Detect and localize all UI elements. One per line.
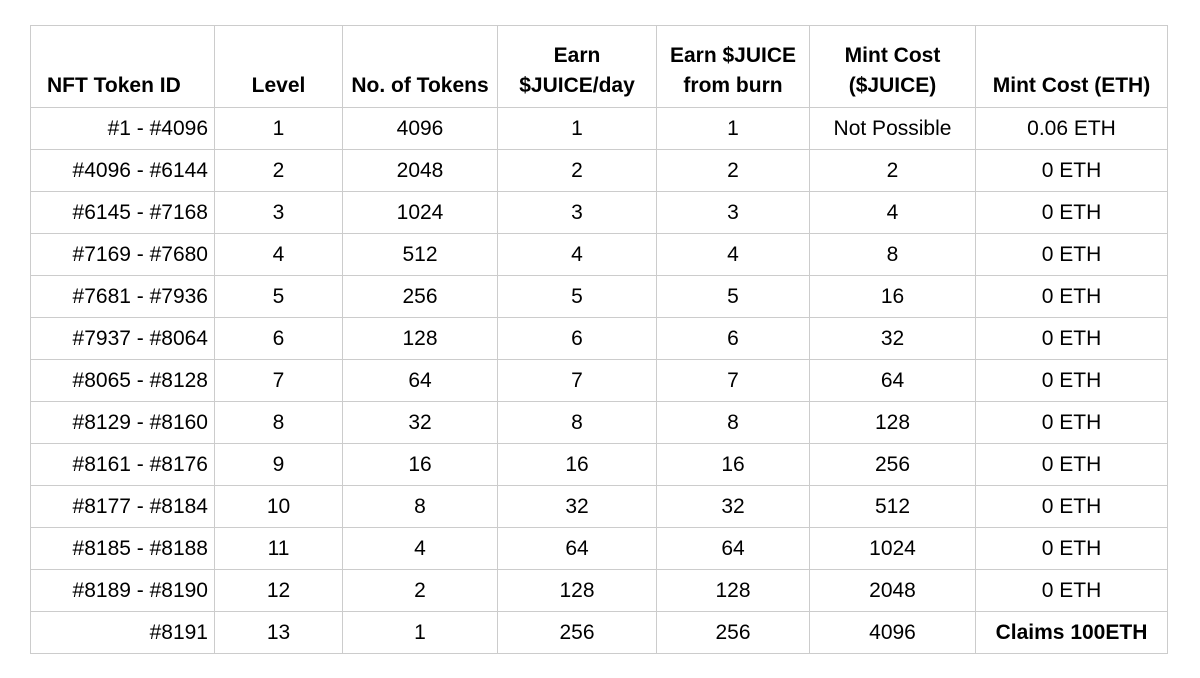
cell-level: 10 [215, 486, 343, 528]
cell-earn-burn: 32 [657, 486, 810, 528]
cell-tokens: 256 [343, 276, 498, 318]
header-tokens: No. of Tokens [343, 26, 498, 108]
cell-earn-day: 32 [498, 486, 657, 528]
cell-earn-burn: 256 [657, 612, 810, 654]
header-level: Level [215, 26, 343, 108]
cell-mint-juice: 4 [810, 192, 976, 234]
cell-mint-juice: 256 [810, 444, 976, 486]
cell-earn-day: 128 [498, 570, 657, 612]
cell-mint-eth: 0 ETH [976, 486, 1168, 528]
cell-token-id: #7681 - #7936 [31, 276, 215, 318]
header-row [31, 26, 1168, 108]
cell-mint-eth: 0 ETH [976, 528, 1168, 570]
cell-mint-juice: 16 [810, 276, 976, 318]
cell-level: 11 [215, 528, 343, 570]
cell-earn-day: 8 [498, 402, 657, 444]
cell-tokens: 1 [343, 612, 498, 654]
table-row [31, 192, 1168, 234]
cell-earn-burn: 128 [657, 570, 810, 612]
cell-level: 3 [215, 192, 343, 234]
cell-earn-day: 2 [498, 150, 657, 192]
cell-token-id: #7937 - #8064 [31, 318, 215, 360]
cell-level: 4 [215, 234, 343, 276]
cell-earn-burn: 64 [657, 528, 810, 570]
cell-tokens: 8 [343, 486, 498, 528]
cell-mint-eth: 0 ETH [976, 276, 1168, 318]
cell-mint-eth: 0 ETH [976, 402, 1168, 444]
cell-token-id: #7169 - #7680 [31, 234, 215, 276]
header-earn-burn: Earn $JUICE from burn [657, 26, 810, 108]
cell-tokens: 64 [343, 360, 498, 402]
cell-mint-eth: 0 ETH [976, 570, 1168, 612]
cell-tokens: 128 [343, 318, 498, 360]
cell-mint-eth: Claims 100ETH [976, 612, 1168, 654]
cell-earn-burn: 2 [657, 150, 810, 192]
cell-token-id: #8185 - #8188 [31, 528, 215, 570]
cell-level: 12 [215, 570, 343, 612]
cell-level: 2 [215, 150, 343, 192]
cell-earn-day: 1 [498, 108, 657, 150]
cell-token-id: #8189 - #8190 [31, 570, 215, 612]
header-earn-day: Earn $JUICE/day [498, 26, 657, 108]
table-row [31, 150, 1168, 192]
cell-mint-eth: 0 ETH [976, 234, 1168, 276]
cell-mint-eth: 0 ETH [976, 192, 1168, 234]
cell-level: 8 [215, 402, 343, 444]
cell-level: 7 [215, 360, 343, 402]
cell-earn-burn: 4 [657, 234, 810, 276]
cell-level: 5 [215, 276, 343, 318]
cell-mint-juice: Not Possible [810, 108, 976, 150]
cell-earn-day: 5 [498, 276, 657, 318]
table-row [31, 570, 1168, 612]
cell-mint-juice: 4096 [810, 612, 976, 654]
cell-token-id: #1 - #4096 [31, 108, 215, 150]
cell-mint-eth: 0 ETH [976, 150, 1168, 192]
cell-tokens: 16 [343, 444, 498, 486]
cell-earn-day: 64 [498, 528, 657, 570]
cell-earn-burn: 7 [657, 360, 810, 402]
table-row [31, 528, 1168, 570]
header-mint-juice: Mint Cost ($JUICE) [810, 26, 976, 108]
table-row [31, 318, 1168, 360]
cell-earn-burn: 1 [657, 108, 810, 150]
token-levels-table [30, 25, 1168, 654]
table-row [31, 612, 1168, 654]
header-mint-eth: Mint Cost (ETH) [976, 26, 1168, 108]
table-row [31, 234, 1168, 276]
cell-level: 9 [215, 444, 343, 486]
cell-tokens: 4 [343, 528, 498, 570]
cell-token-id: #8161 - #8176 [31, 444, 215, 486]
table-body [31, 108, 1168, 654]
cell-mint-juice: 1024 [810, 528, 976, 570]
cell-level: 13 [215, 612, 343, 654]
cell-mint-eth: 0 ETH [976, 360, 1168, 402]
cell-earn-burn: 5 [657, 276, 810, 318]
cell-token-id: #6145 - #7168 [31, 192, 215, 234]
cell-token-id: #8065 - #8128 [31, 360, 215, 402]
cell-token-id: #8191 [31, 612, 215, 654]
cell-mint-eth: 0 ETH [976, 444, 1168, 486]
table-row [31, 444, 1168, 486]
cell-token-id: #8177 - #8184 [31, 486, 215, 528]
cell-tokens: 32 [343, 402, 498, 444]
cell-earn-day: 3 [498, 192, 657, 234]
cell-mint-eth: 0 ETH [976, 318, 1168, 360]
table-header [31, 26, 1168, 108]
cell-earn-burn: 16 [657, 444, 810, 486]
cell-token-id: #8129 - #8160 [31, 402, 215, 444]
table-row [31, 486, 1168, 528]
cell-tokens: 2048 [343, 150, 498, 192]
cell-earn-day: 16 [498, 444, 657, 486]
cell-tokens: 512 [343, 234, 498, 276]
cell-level: 6 [215, 318, 343, 360]
cell-mint-juice: 2048 [810, 570, 976, 612]
cell-mint-juice: 32 [810, 318, 976, 360]
cell-mint-juice: 2 [810, 150, 976, 192]
table-row [31, 108, 1168, 150]
cell-mint-eth: 0.06 ETH [976, 108, 1168, 150]
cell-token-id: #4096 - #6144 [31, 150, 215, 192]
cell-earn-burn: 3 [657, 192, 810, 234]
cell-tokens: 2 [343, 570, 498, 612]
header-token-id: NFT Token ID [31, 26, 215, 108]
cell-earn-day: 7 [498, 360, 657, 402]
cell-mint-juice: 512 [810, 486, 976, 528]
cell-tokens: 4096 [343, 108, 498, 150]
cell-mint-juice: 128 [810, 402, 976, 444]
cell-earn-burn: 8 [657, 402, 810, 444]
cell-earn-day: 6 [498, 318, 657, 360]
cell-mint-juice: 8 [810, 234, 976, 276]
table-row [31, 276, 1168, 318]
cell-earn-burn: 6 [657, 318, 810, 360]
cell-mint-juice: 64 [810, 360, 976, 402]
cell-level: 1 [215, 108, 343, 150]
cell-earn-day: 256 [498, 612, 657, 654]
table-row [31, 402, 1168, 444]
cell-tokens: 1024 [343, 192, 498, 234]
table-row [31, 360, 1168, 402]
cell-earn-day: 4 [498, 234, 657, 276]
